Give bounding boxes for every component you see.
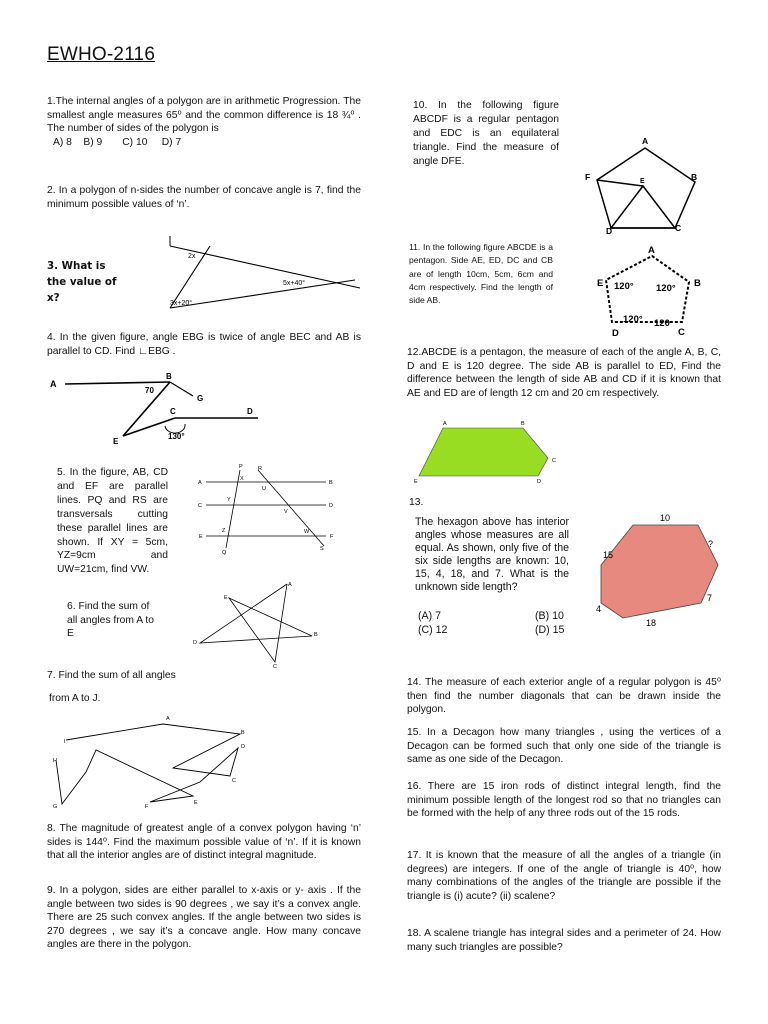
question-10-figure — [583, 134, 713, 240]
q4-label-130: 130° — [168, 432, 185, 441]
q4-label-g: G — [197, 394, 204, 403]
q4-label-d: D — [247, 407, 253, 416]
q12-label-e: E — [414, 479, 418, 485]
q12-label-b: B — [521, 421, 525, 427]
q10-label-f: F — [585, 172, 591, 182]
question-17: 17. It is known that the measure of all the angles of a triangle (in degrees) are integers. If one of the angle of triangle is 40⁰, how many combinations of the angles of the triangle are possible if the triangle is (i) acute? (ii) scalene? — [407, 850, 721, 902]
q5-label-q: Q — [222, 550, 227, 556]
q6-label-a: A — [288, 582, 292, 588]
q7-label-d: D — [241, 744, 245, 750]
q11-label-120-bottom: 120° — [623, 314, 643, 325]
q5-label-f: F — [330, 534, 334, 540]
question-1 — [47, 95, 361, 149]
q5-label-w: W — [304, 529, 310, 535]
question-1-options: A) 8 B) 9 C) 10 D) 7 — [53, 136, 182, 148]
q3-label-5x40: 5x+40° — [283, 280, 306, 287]
q13-label-10: 10 — [660, 513, 671, 523]
q4-label-70: 70 — [145, 386, 154, 395]
q5-label-s: S — [320, 546, 324, 552]
q4-label-e: E — [113, 437, 119, 446]
q6-label-c: C — [273, 664, 277, 670]
q4-label-b: B — [166, 372, 172, 381]
question-5-figure — [196, 462, 346, 557]
q5-label-x: X — [240, 476, 244, 482]
q11-label-d: D — [612, 328, 619, 339]
question-5: 5. In the figure, AB, CD and EF are parallel lines. PQ and RS are transversals cutting these parallel lines are shown. If XY = 5cm, YZ=9cm and UW=21cm, find VW. — [57, 467, 168, 576]
q4-label-c: C — [170, 407, 176, 416]
question-13-text: The hexagon above has interior angles whose measures are all equal. As shown, only five of the six side lengths are known: 10, 15, 4, 18, and 7. What is the unknown side length? — [415, 516, 569, 593]
q13-hexagon-shape — [601, 525, 718, 618]
q5-label-p: P — [239, 464, 243, 470]
q10-label-b: B — [691, 172, 698, 182]
question-1-text: 1.The internal angles of a polygon are in arithmetic Progression. The smallest angle measures 65⁰ and the common difference is 18 ¾⁰ . The number of sides of the polygon is — [47, 96, 361, 135]
q7-label-c: C — [232, 778, 236, 784]
q7-label-i: I — [64, 739, 66, 745]
question-11: 11. In the following figure ABCDE is a pentagon. Side AE, ED, DC and CB are of length 10cm, 5cm, 6cm and 4cm respectively. Find the length of side AB. — [409, 242, 553, 306]
question-12: 12.ABCDE is a pentagon, the measure of each of the angle A, B, C, D and E is 120 degree. The side AB is parallel to ED, Find the difference between the length of side AB and CD if it is known that AE and ED are of length 12 cm and 20 cm respectively. — [407, 347, 721, 399]
q11-label-e: E — [597, 278, 604, 289]
q3-label-3x20: 3x+20° — [170, 300, 193, 307]
q5-label-c: C — [198, 503, 202, 509]
question-16: 16. There are 15 iron rods of distinct integral length, find the minimum possible length of the longest rod so that no triangles can be formed with the help of any three rods out of the 15 rods. — [407, 781, 721, 820]
q10-label-c: C — [675, 223, 682, 233]
q5-label-b: B — [329, 480, 333, 486]
question-8: 8. The magnitude of greatest angle of a convex polygon having ‘n’ sides is 144⁰. Find the maximum possible value of ‘n’. If it is known that all the interior angles are of distinct integral magnitude. — [47, 823, 361, 862]
q11-label-120-left: 120° — [614, 281, 634, 292]
question-13-option-d: (D) 15 — [535, 624, 565, 636]
question-7-line-2: from A to J. — [49, 693, 101, 704]
question-13-option-a: (A) 7 — [418, 610, 441, 622]
q6-label-e: E — [224, 595, 228, 601]
question-4-figure — [45, 368, 275, 448]
q5-label-a: A — [198, 480, 202, 486]
q7-label-f: F — [145, 804, 149, 810]
q5-label-u: U — [262, 486, 266, 492]
q5-label-e: E — [199, 534, 203, 540]
question-7-figure — [48, 712, 258, 812]
q3-line-bottom — [170, 280, 355, 308]
q13-label-unknown: ? — [708, 539, 714, 549]
question-13-option-c: (C) 12 — [418, 624, 448, 636]
question-14: 14. The measure of each exterior angle of a regular polygon is 45⁰ then find the number diagonals that can be drawn inside the polygon. — [407, 677, 721, 716]
q5-label-z: Z — [222, 528, 226, 534]
q7-label-h: H — [53, 758, 57, 764]
q13-label-15: 15 — [603, 550, 614, 560]
q5-label-v: V — [284, 509, 288, 515]
q7-label-g: G — [53, 804, 58, 810]
q12-pentagon-shape — [419, 428, 548, 476]
q10-label-e: E — [640, 178, 645, 185]
question-13-number: 13. — [409, 497, 424, 508]
q3-label-2x: 2x — [188, 253, 196, 260]
question-9: 9. In a polygon, sides are either parallel to x-axis or y- axis . If the angle between two sides is 90 degrees , we say it’s a convex angle. There are 25 such convex angles. If the angle between two sides is 270 degrees , we say it’s a concave angle. How many concave angles are there in the polygon. — [47, 885, 361, 951]
question-6-figure — [192, 578, 317, 668]
q13-label-7: 7 — [707, 593, 713, 603]
q7-label-b: B — [241, 730, 245, 736]
question-4: 4. In the given figure, angle EBG is twice of angle BEC and AB is parallel to CD. Find ∟EBG . — [47, 332, 361, 357]
page-title: EWHO-2116 — [47, 44, 156, 65]
q3-line-top — [170, 246, 360, 288]
question-11-figure — [592, 244, 722, 340]
question-13-option-b: (B) 10 — [535, 610, 564, 622]
q12-label-a: A — [443, 421, 447, 427]
question-2: 2. In a polygon of n-sides the number of concave angle is 7, find the minimum possible values of ‘n’. — [47, 185, 361, 210]
question-6: 6. Find the sum of all angles from A to E — [67, 601, 155, 640]
question-3-figure — [150, 236, 370, 316]
q11-label-a: A — [648, 245, 655, 256]
q10-label-d: D — [606, 226, 613, 236]
question-15: 15. In a Decagon how many triangles , using the vertices of a Decagon can be formed such that only one side of the triangle is same as one side of the Decagon. — [407, 727, 721, 766]
q5-label-r: R — [258, 466, 262, 472]
q11-label-c: C — [678, 327, 685, 338]
q6-label-b: B — [314, 632, 318, 638]
q4-label-a: A — [50, 379, 57, 389]
question-12-figure — [413, 418, 573, 490]
q11-label-120-right: 120° — [656, 283, 676, 294]
question-18: 18. A scalene triangle has integral sides and a perimeter of 24. How many such triangles are possible? — [407, 928, 721, 953]
q12-label-c: C — [552, 458, 556, 464]
q6-label-d: D — [193, 640, 197, 646]
q13-label-4: 4 — [596, 604, 602, 614]
question-7-line-1: 7. Find the sum of all angles — [47, 670, 176, 681]
q10-label-a: A — [642, 136, 649, 146]
q11-label-120-corner: 120 — [654, 318, 670, 329]
question-3-text: 3. What is the value of x? — [47, 260, 117, 304]
question-10: 10. In the following figure ABCDF is a regular pentagon and EDC is an equilateral triangle. Find the measure of angle DFE. — [413, 100, 559, 167]
q11-label-b: B — [694, 278, 701, 289]
q7-label-e: E — [194, 800, 198, 806]
question-13-figure — [590, 510, 725, 635]
q13-label-18: 18 — [646, 618, 657, 628]
q7-label-a: A — [166, 716, 170, 722]
q12-label-d: D — [537, 479, 541, 485]
q5-label-y: Y — [227, 497, 231, 503]
q5-label-d: D — [329, 503, 333, 509]
